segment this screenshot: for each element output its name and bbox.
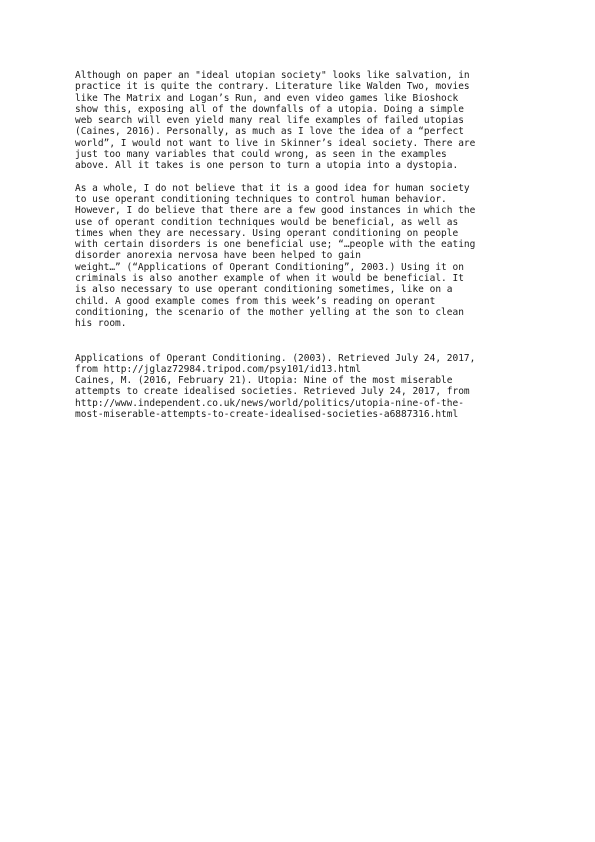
document-body <box>75 70 525 420</box>
reference-applications: Applications of Operant Conditioning. (2003). Retrieved July 24, 2017, from http://jglaz72984.tripod.com/psy101/id13.html <box>75 352 476 375</box>
reference-caines: Caines, M. (2016, February 21). Utopia: Nine of the most miserable attempts to create idealised societies. Retrieved July 24, 2017, from http://www.independent.co.uk/news/world/politics/utopia-nine-of-the- most-miserable-attempts-to-create-idealised-societies-a6887316.html <box>75 375 470 421</box>
paragraph-operant-conditioning: As a whole, I do not believe that it is a good idea for human society to use operant conditioning techniques to control human behavior. However, I do believe that there are a few good instances in which the use of operant condition techniques would be beneficial, as well as times when they are necessary. Using operant conditioning on people with certain disorders is one beneficial use; “…people with the eating disorder anorexia nervosa have been helped to gain weight…” (“Applications of Operant Conditioning”, 2003.) Using it on criminals is also another example of when it would be beneficial. It is also necessary to use operant conditioning sometimes, like on a child. A good example comes from this week’s reading on operant conditioning, the scenario of the mother yelling at the son to clean his room. <box>75 182 476 330</box>
references-list <box>75 353 525 421</box>
paragraph-utopia: Although on paper an "ideal utopian society" looks like salvation, in practice it is quite the contrary. Literature like Walden Two, movies like The Matrix and Logan’s Run, and even video games like Bioshock show this, exposing all of the downfalls of a utopia. Doing a simple web search will even yield many real life examples of failed utopias (Caines, 2016). Personally, as much as I love the idea of a “perfect world”, I would not want to live in Skinner’s ideal society. There are just too many variables that could wrong, as seen in the examples above. All it takes is one person to turn a utopia into a dystopia. <box>75 70 476 172</box>
